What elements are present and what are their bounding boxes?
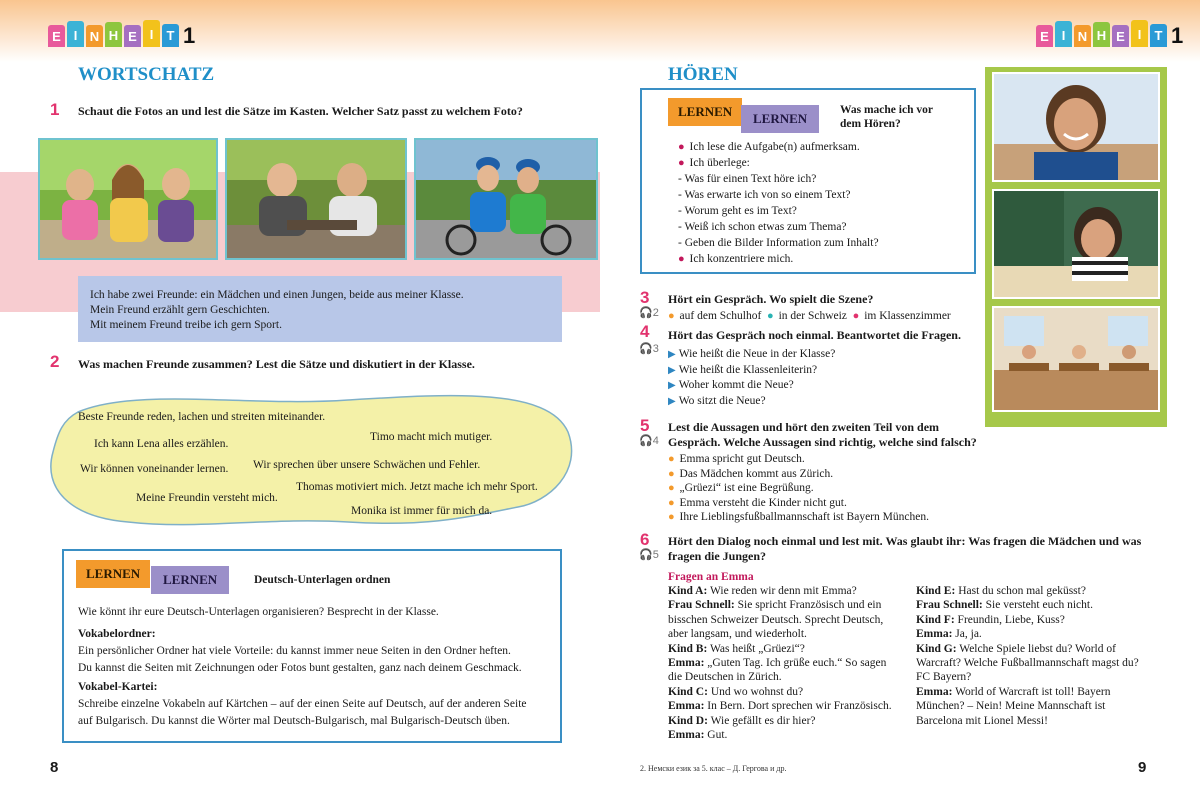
dialog-text: Ja, ja. xyxy=(955,628,982,641)
cloud-sentence: Monika ist immer für mich da. xyxy=(351,505,493,517)
bullet: ● xyxy=(767,310,774,322)
photo-classroom xyxy=(992,306,1160,412)
dialog-line xyxy=(668,728,908,742)
list-item: - Weiß ich schon etwas zum Thema? xyxy=(678,221,847,233)
heading-line: Was mache ich vor xyxy=(840,104,933,116)
dialog-line xyxy=(668,642,908,656)
item-text: Ich konzentriere mich. xyxy=(689,253,794,265)
cloud-sentence: Thomas motiviert mich. Jetzt mache ich mehr Sport. xyxy=(296,481,538,493)
question xyxy=(668,378,835,394)
lernen-subsection xyxy=(78,679,527,730)
dialog-line xyxy=(916,642,1166,656)
dialog-text: München? – Nein! Meine Mannschaft ist xyxy=(916,700,1106,713)
answer-options xyxy=(668,308,951,324)
bullet: ● xyxy=(678,253,685,265)
question xyxy=(668,363,835,379)
list-item xyxy=(678,251,879,267)
dialog-line xyxy=(916,598,1166,612)
dialog-line xyxy=(668,670,908,684)
lernen-tag-purple: LERNEN xyxy=(151,566,229,594)
bullet: ● xyxy=(668,482,675,494)
dialog-line xyxy=(916,670,1166,684)
speaker-label: Kind D: xyxy=(668,714,708,727)
dialog-text: aber langsam, und wiederholt. xyxy=(668,628,807,641)
page-number-left: 8 xyxy=(50,759,59,776)
section-title-wortschatz: WORTSCHATZ xyxy=(78,64,215,85)
list-item: - Was erwarte ich von so einem Text? xyxy=(678,189,851,201)
einheit-letter: E xyxy=(124,25,141,47)
bullet: ● xyxy=(678,141,685,153)
speaker-label: Kind E: xyxy=(916,585,956,597)
audio-track-number: 3 xyxy=(652,343,659,355)
triangle-bullet-icon: ▶ xyxy=(668,364,676,376)
einheit-letter: N xyxy=(86,25,103,47)
statement xyxy=(668,481,929,496)
task-instruction xyxy=(668,420,977,449)
instruction-line: Gespräch. Welche Aussagen sind richtig, welche sind falsch? xyxy=(668,434,977,449)
triangle-bullet-icon: ▶ xyxy=(668,380,676,391)
statement-text: „Grüezi“ ist eine Begrüßung. xyxy=(679,482,814,494)
lernen-heading: Deutsch-Unterlagen ordnen xyxy=(254,574,391,586)
cloud-sentence: Ich kann Lena alles erzählen. xyxy=(94,438,229,450)
audio-track xyxy=(639,434,659,447)
statement xyxy=(668,510,929,525)
dialog-line xyxy=(916,613,1166,627)
instruction-line: Lest die Aussagen und hört den zweiten Teil von dem xyxy=(668,420,940,434)
dialog-line xyxy=(916,627,1166,641)
speaker-label: Emma: xyxy=(916,685,953,698)
list-item: - Worum geht es im Text? xyxy=(678,205,797,217)
task-instruction: Schaut die Fotos an und lest die Sätze im Kasten. Welcher Satz passt zu welchem Foto? xyxy=(78,104,523,118)
task-instruction: Was machen Freunde zusammen? Lest die Sätze und diskutiert in der Klasse. xyxy=(78,357,475,371)
photo-girl-smiling xyxy=(992,72,1160,182)
subsection-line: Du kannst die Seiten mit Zeichnungen oder Fotos bunt gestalten, ganz nach deinem Geschmack. xyxy=(78,662,522,674)
dialog-text: Was heißt „Grüezi“? xyxy=(709,642,805,655)
dialog-line xyxy=(668,699,908,713)
speaker-label: Kind B: xyxy=(668,642,708,655)
cloud-sentence: Wir sprechen über unsere Schwächen und Fehler. xyxy=(253,459,481,471)
headphones-icon: 🎧 xyxy=(639,549,653,561)
dialog-text: bisschen Schweizer Deutsch. Spreсht Deutsch, xyxy=(668,613,884,626)
dialog-text: Sie spricht Französisch und ein xyxy=(737,599,882,612)
option: auf dem Schulhof xyxy=(679,310,762,322)
question-text: Woher kommt die Neue? xyxy=(678,379,794,391)
dialog-column-1 xyxy=(668,584,908,742)
dialog-line xyxy=(916,685,1166,699)
statement xyxy=(668,496,929,511)
box-line: Mein Freund erzählt gern Geschichten. xyxy=(90,304,270,316)
cloud-sentence: Wir können voneinander lernen. xyxy=(80,463,229,475)
dialog-title: Fragen an Emma xyxy=(668,571,754,583)
lernen-heading xyxy=(840,103,933,131)
triangle-bullet-icon: ▶ xyxy=(668,395,676,407)
statement-text: Ihre Lieblingsfußballmannschaft ist Bayern München. xyxy=(679,511,929,523)
dialog-line xyxy=(668,613,908,627)
speaker-label: Frau Schnell: xyxy=(668,599,735,612)
list-item xyxy=(678,139,879,155)
speaker-label: Emma: xyxy=(668,729,705,742)
bullet: ● xyxy=(668,310,675,322)
einheit-letter: T xyxy=(1150,24,1167,47)
lernen-tag-purple: LERNEN xyxy=(741,105,819,133)
audio-track-number: 2 xyxy=(652,307,659,319)
audio-track xyxy=(639,306,659,319)
dialog-text: In Bern. Dort sprechen wir Französisch. xyxy=(707,700,892,713)
einheit-letter: T xyxy=(162,24,179,47)
dialog-line xyxy=(668,627,908,641)
einheit-letter: N xyxy=(1074,25,1091,47)
statement xyxy=(668,467,929,482)
dialog-text: Freundin, Liebe, Kuss? xyxy=(957,613,1065,626)
photo-girl-writing xyxy=(992,189,1160,299)
speaker-label: Kind F: xyxy=(916,613,955,626)
speaker-label: Emma: xyxy=(668,657,705,670)
instruction-line: fragen die Jungen? xyxy=(668,549,767,563)
lernen-tag-orange: LERNEN xyxy=(76,560,150,588)
dialog-line xyxy=(668,584,908,598)
einheit-letter: E xyxy=(1036,25,1053,47)
subsection-title: Vokabel-Kartei: xyxy=(78,681,158,693)
footer-note: 2. Немски език за 5. клас – Д. Гергова и др. xyxy=(640,764,787,773)
einheit-badge-right xyxy=(1036,20,1183,47)
question xyxy=(668,394,835,410)
task-number: 4 xyxy=(640,322,650,341)
einheit-number: 1 xyxy=(183,23,196,48)
task-instruction xyxy=(668,534,1141,564)
task-number: 1 xyxy=(50,100,60,119)
task-number: 2 xyxy=(50,352,60,371)
einheit-letter: E xyxy=(48,25,65,47)
statement-text: Emma versteht die Kinder nicht gut. xyxy=(679,496,847,509)
einheit-letter: I xyxy=(143,20,160,47)
einheit-letter: I xyxy=(1055,21,1072,47)
speaker-label: Kind A: xyxy=(668,585,708,597)
task-number: 3 xyxy=(640,288,650,307)
dialog-line xyxy=(668,714,908,728)
item-text: Ich lese die Aufgabe(n) aufmerksam. xyxy=(689,141,860,153)
dialog-text: Welche Spiele liebst du? World of xyxy=(959,642,1116,655)
dialog-line xyxy=(916,584,1166,598)
box-line: Mit meinem Freund treibe ich gern Sport. xyxy=(90,319,282,331)
dialog-text: Sie versteht euch nicht. xyxy=(985,599,1093,612)
dialog-line xyxy=(916,699,1166,713)
page-number-right: 9 xyxy=(1138,759,1147,776)
einheit-badge-left xyxy=(48,20,195,47)
question-text: Wie heißt die Klassenleiterin? xyxy=(678,363,818,376)
task-instruction: Hört ein Gespräch. Wo spielt die Szene? xyxy=(668,292,874,306)
einheit-letter: E xyxy=(1112,25,1129,47)
question xyxy=(668,347,835,363)
bullet: ● xyxy=(668,467,675,480)
bullet: ● xyxy=(668,496,675,509)
item-text: Ich überlege: xyxy=(689,157,750,169)
audio-track-number: 4 xyxy=(652,435,659,447)
photo-boys-with-bikes xyxy=(414,138,598,260)
task-instruction: Hört das Gespräch noch einmal. Beantwortet die Fragen. xyxy=(668,328,961,342)
headphones-icon: 🎧 xyxy=(639,307,653,319)
task-number: 5 xyxy=(640,416,650,435)
option: im Klassenzimmer xyxy=(864,310,951,322)
dialog-text: Hast du schon mal geküsst? xyxy=(958,585,1086,597)
dialog-line xyxy=(668,656,908,670)
lernen-intro: Wie könnt ihr eure Deutsch-Unterlagen organisieren? Besprecht in der Klasse. xyxy=(78,606,439,618)
lernen-tag-orange: LERNEN xyxy=(668,98,742,126)
photo-two-boys-talking xyxy=(225,138,407,260)
list-item: - Geben die Bilder Information zum Inhalt? xyxy=(678,237,879,249)
question-text: Wie heißt die Neue in der Klasse? xyxy=(678,348,836,360)
speaker-label: Emma: xyxy=(668,700,705,713)
heading-line: dem Hören? xyxy=(840,118,901,130)
audio-track xyxy=(639,342,659,355)
sentence-box xyxy=(78,276,562,342)
statement xyxy=(668,452,929,467)
dialog-text: Barcelona mit Lionel Messi! xyxy=(916,714,1048,727)
option: in der Schweiz xyxy=(778,310,847,322)
dialog-text: die Deutschen in Zürich. xyxy=(668,671,782,684)
task-number: 6 xyxy=(640,530,650,549)
statement-list xyxy=(668,452,929,525)
audio-track xyxy=(639,548,659,561)
subsection-line: auf Bulgarisch. Du kannst die Wörter mal Deutsch-Bulgarisch, mal Bulgarisch-Deutsch üben. xyxy=(78,715,510,727)
instruction-line: Hört den Dialog noch einmal und lest mit. Was glaubt ihr: Was fragen die Mädchen und was xyxy=(668,534,1142,548)
bullet: ● xyxy=(668,511,675,523)
section-title-hoeren: HÖREN xyxy=(668,64,738,85)
headphones-icon: 🎧 xyxy=(639,435,653,447)
bullet: ● xyxy=(852,310,860,322)
audio-track-number: 5 xyxy=(652,549,659,561)
dialog-text: Wie gefällt es dir hier? xyxy=(710,714,816,727)
lernen-subsection xyxy=(78,626,522,677)
bullet: ● xyxy=(678,157,685,169)
box-line: Ich habe zwei Freunde: ein Mädchen und einen Jungen, beide aus meiner Klasse. xyxy=(90,289,464,301)
cloud-sentence: Meine Freundin versteht mich. xyxy=(136,492,278,504)
list-item: - Was für einen Text höre ich? xyxy=(678,173,817,185)
photo-three-friends xyxy=(38,138,218,260)
dialog-line xyxy=(668,598,908,612)
dialog-column-2 xyxy=(916,584,1166,728)
subsection-line: Schreibe einzelne Vokabeln auf Kärtchen – auf der einen Seite auf Deutsch, auf der anderen Seite xyxy=(78,698,527,710)
statement-text: Emma spricht gut Deutsch. xyxy=(679,453,805,465)
einheit-letter: I xyxy=(1131,20,1148,47)
dialog-text: Warcraft? Welche Fußballmannschaft magst du? xyxy=(916,657,1139,670)
speaker-label: Emma: xyxy=(916,628,953,641)
statement-text: Das Mädchen kommt aus Zürich. xyxy=(679,467,834,480)
dialog-text: Wie reden wir denn mit Emma? xyxy=(709,585,857,597)
triangle-bullet-icon: ▶ xyxy=(668,349,676,360)
dialog-line xyxy=(916,714,1166,728)
cloud-sentence: Beste Freunde reden, lachen und streiten miteinander. xyxy=(78,411,326,423)
dialog-text: FC Bayern? xyxy=(916,671,972,684)
einheit-number: 1 xyxy=(1171,23,1184,48)
dialog-text: Gut. xyxy=(707,729,728,742)
dialog-line xyxy=(668,685,908,699)
subsection-title: Vokabelordner: xyxy=(78,628,156,640)
lernen-list xyxy=(678,139,879,267)
question-list xyxy=(668,347,835,409)
dialog-text: „Guten Tag. Ich grüße euch.“ So sagen xyxy=(707,657,887,670)
speaker-label: Kind G: xyxy=(916,642,957,655)
question-text: Wo sitzt die Neue? xyxy=(678,394,766,407)
dialog-line xyxy=(916,656,1166,670)
dialog-text: World of Warcraft ist toll! Bayern xyxy=(955,685,1111,698)
list-item xyxy=(678,155,879,171)
subsection-line: Ein persönlicher Ordner hat viele Vorteile: du kannst immer neue Seiten in den Ordner heften. xyxy=(78,645,511,657)
headphones-icon: 🎧 xyxy=(639,343,653,355)
speaker-label: Kind C: xyxy=(668,685,708,698)
bullet: ● xyxy=(668,453,675,465)
einheit-letter: H xyxy=(1093,22,1110,47)
speaker-label: Frau Schnell: xyxy=(916,599,983,612)
einheit-letter: I xyxy=(67,21,84,47)
cloud-sentence: Timo macht mich mutiger. xyxy=(370,431,493,443)
dialog-text: Und wo wohnst du? xyxy=(710,685,804,698)
einheit-letter: H xyxy=(105,22,122,47)
